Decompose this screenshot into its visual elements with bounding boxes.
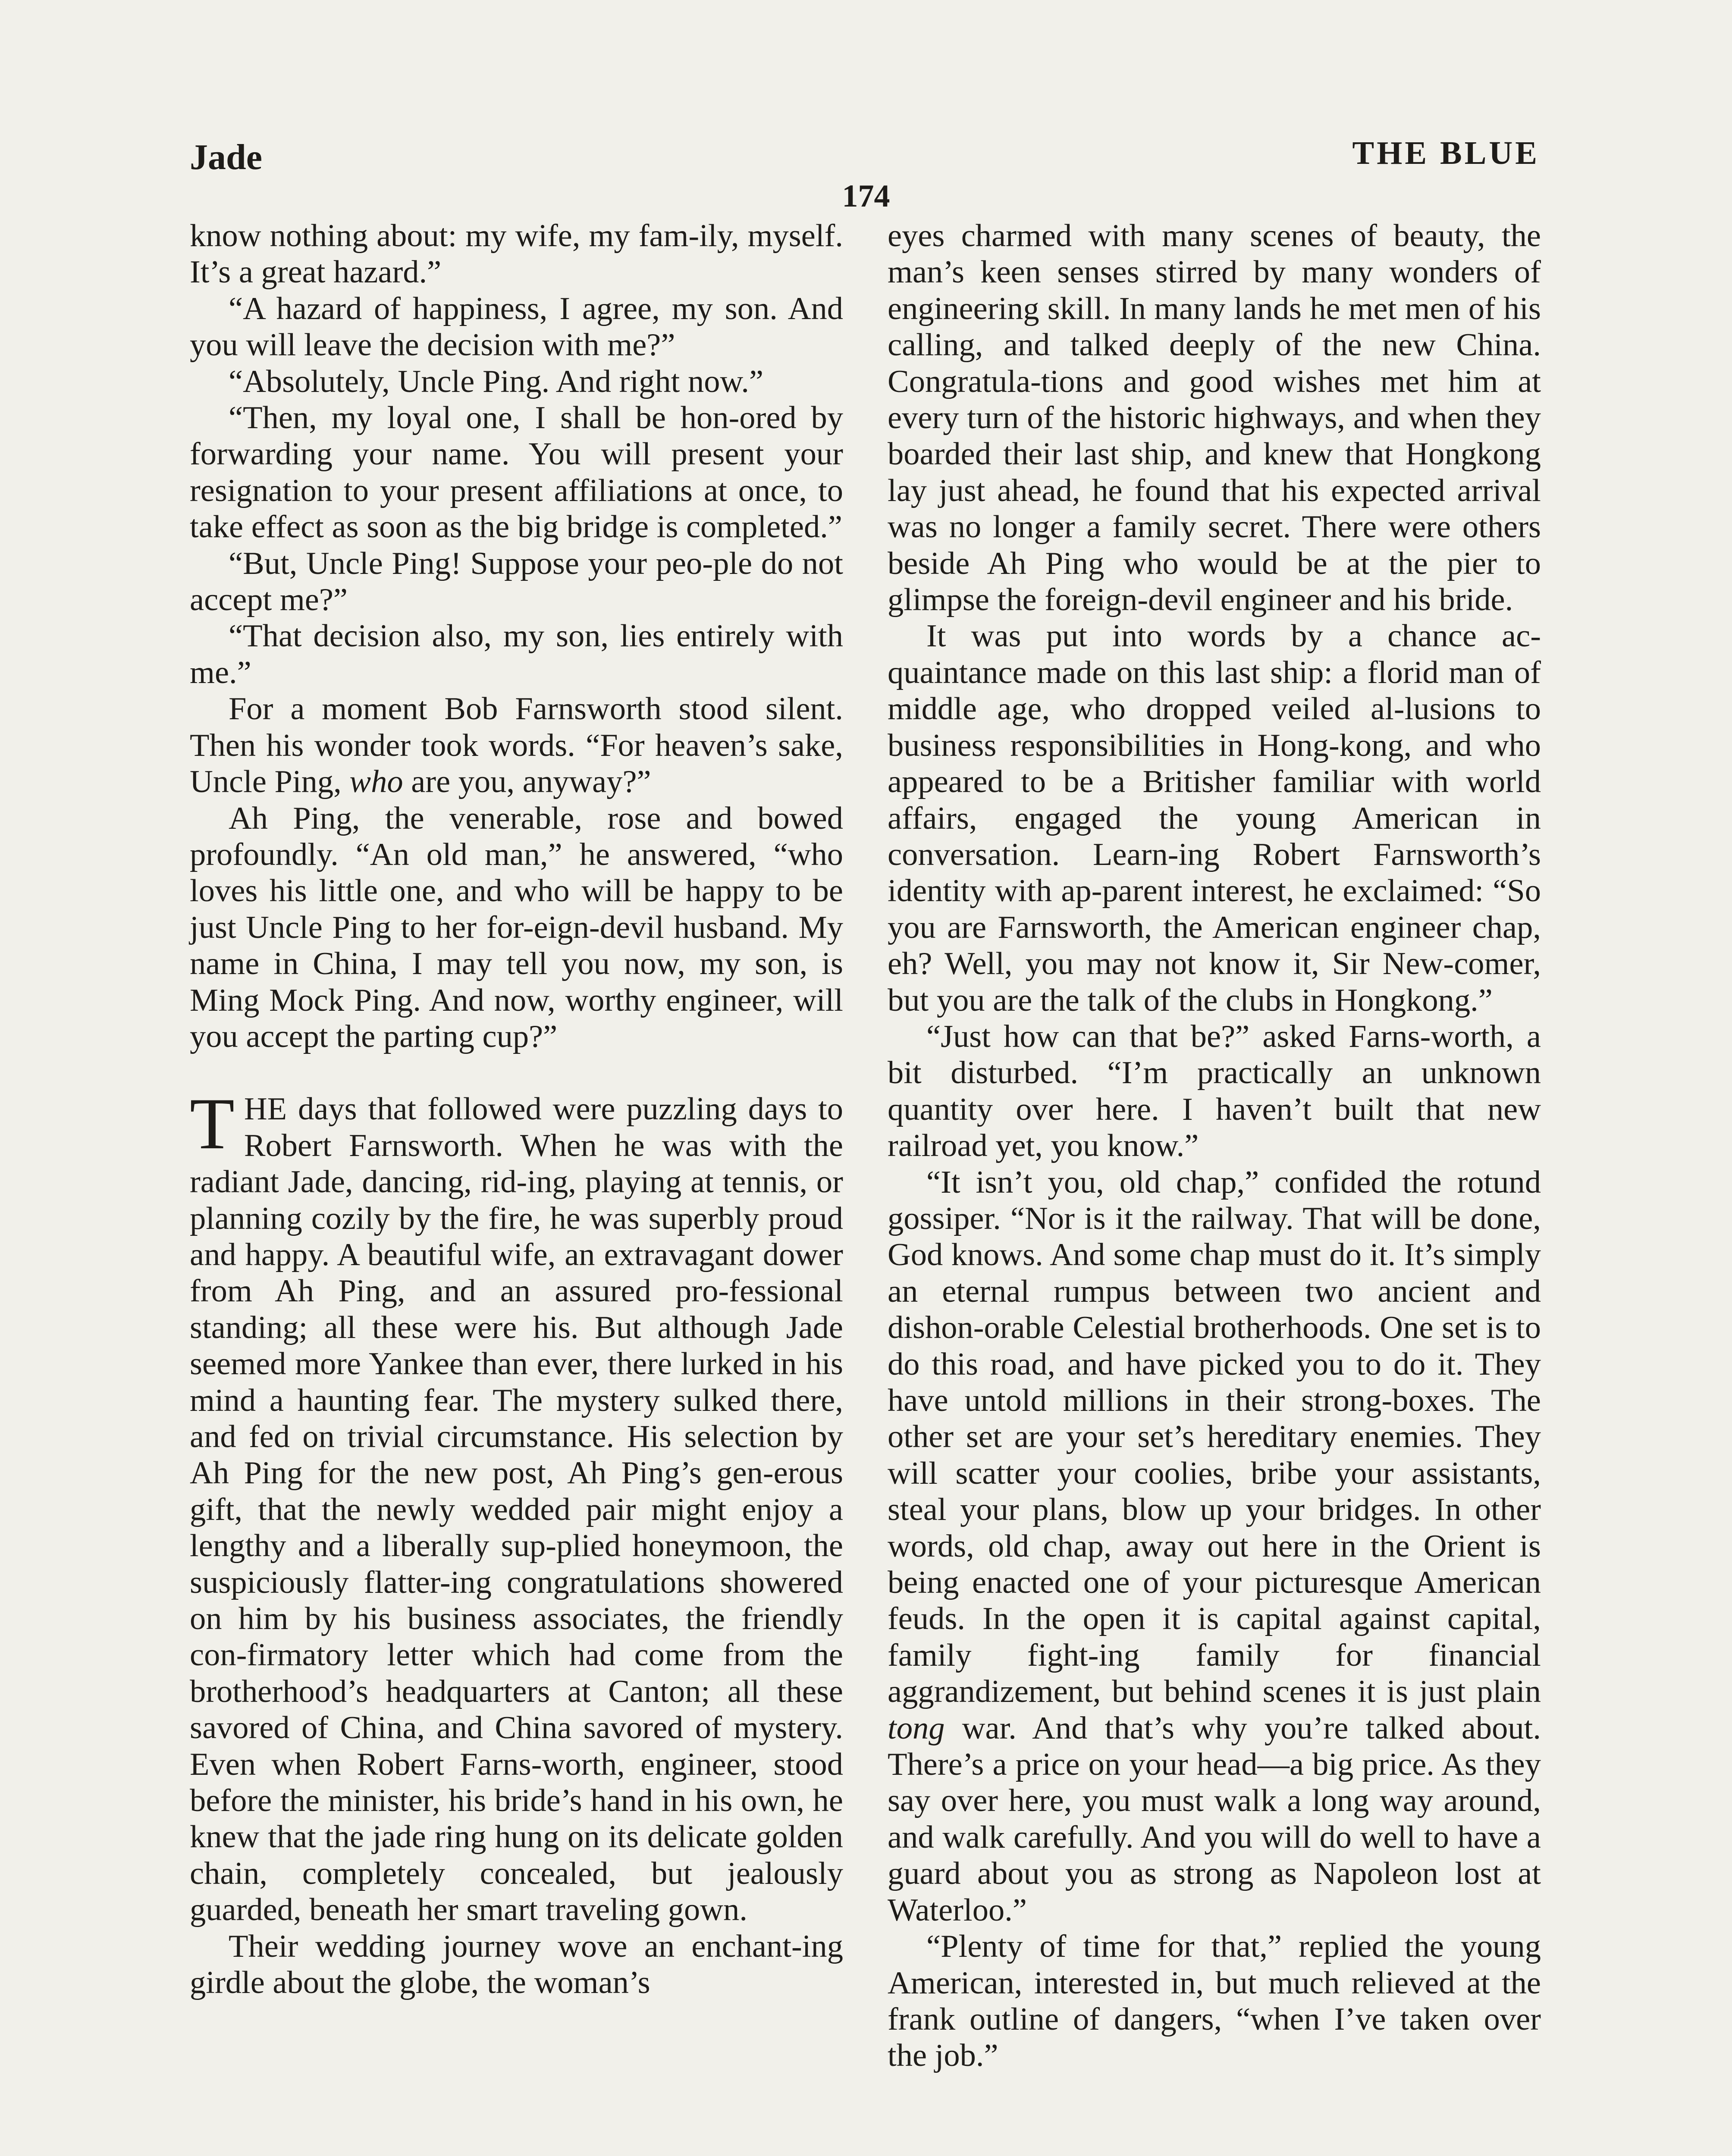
paragraph-text: are you, anyway?” — [411, 764, 651, 800]
paragraph: Their wedding journey wove an enchant-ing girdle about the globe, the woman’s — [190, 1928, 843, 2001]
paragraph: “A hazard of happiness, I agree, my son. And you will leave the decision with me?” — [190, 291, 843, 363]
emphasis-text: who — [349, 764, 403, 800]
paragraph-text: HE days that followed were puzzling days to Robert Farnsworth. When he was with the radiant Jade, dancing, rid-ing, playing at tennis, or planning cozily by the fire, he was superbly proud and happy. A beautiful wife, an extravagant dower from Ah Ping, and an assured pro-fessional standing; all these were his. But although Jade seemed more Yankee than ever, there lurked in his mind a haunting fear. The mystery sulked there, and fed on trivial circumstance. His selection by Ah Ping for the new post, Ah Ping’s gen-erous gift, that the newly wedded pair might enjoy a lengthy and a liberally sup-plied honeymoon, the suspiciously flatter-ing congratulations showered on him by his business associates, the friendly con-firmatory letter which had come from the brotherhood’s headquarters at Canton; all these savored of China, and China savored of mystery. Even when Robert Farns-worth, engineer, stood before the minister, his bride’s hand in his own, he knew that the jade ring hung on its delicate golden chain, completely concealed, but jealously guarded, beneath her smart traveling gown. — [190, 1091, 843, 1928]
right-column — [888, 218, 1541, 2074]
paragraph: Ah Ping, the venerable, rose and bowed profoundly. “An old man,” he answered, “who loves his little one, and who will be happy to be just Uncle Ping to her for-eign-devil husband. My name in China, I may tell you now, my son, is Ming Mock Ping. And now, worthy engineer, will you accept the parting cup?” — [190, 800, 843, 1054]
paragraph — [888, 1164, 1541, 1929]
paragraph: “Absolutely, Uncle Ping. And right now.” — [229, 364, 764, 399]
paragraph: eyes charmed with many scenes of beauty, the man’s keen senses stirred by many wonders of engineering skill. In many lands he met men of his calling, and talked deeply of the new China. Congratula-tions and good wishes met him at every turn of the historic highways, and when they boarded their last ship, and knew that Hongkong lay just ahead, he found that his expected arrival was no longer a family secret. There were others beside Ah Ping who would be at the pier to glimpse the foreign-devil engineer and his bride. — [888, 218, 1541, 618]
paragraph: It was put into words by a chance ac-quaintance made on this last ship: a florid man of middle age, who dropped veiled al-lusions to business responsibilities in Hong-kong, and who appeared to be a Britisher familiar with world affairs, engaged the young American in conversation. Learn-ing Robert Farnsworth’s identity with ap-parent interest, he exclaimed: “So you are Farnsworth, the American engineer chap, eh? Well, you may not know it, Sir New-comer, but you are the talk of the clubs in Hongkong.” — [888, 618, 1541, 1018]
page-number: 174 — [842, 179, 890, 214]
left-column — [190, 218, 843, 2001]
magazine-title: THE BLUE — [1352, 135, 1540, 171]
paragraph: “But, Uncle Ping! Suppose your peo-ple do not accept me?” — [190, 545, 843, 618]
paragraph: “Then, my loyal one, I shall be hon-ored by forwarding your name. You will present your resignation to your present affiliations at once, to take effect as soon as the big bridge is completed.” — [190, 400, 843, 545]
story-title: Jade — [190, 137, 262, 177]
paragraph: “That decision also, my son, lies entirely with me.” — [190, 618, 843, 690]
paragraph-text: For a moment Bob Farnsworth stood silent. Then his wonder took words. “For heaven’s sake, Uncle Ping, — [190, 691, 843, 800]
section-opening-paragraph — [190, 1083, 843, 1928]
drop-cap: T — [190, 1083, 235, 1165]
paragraph: “Plenty of time for that,” replied the young American, interested in, but much relieved at the frank outline of dangers, “when I’ve taken over the job.” — [888, 1929, 1541, 2074]
paragraph-text: war. And that’s why you’re talked about. There’s a price on your head—a big price. As they say over here, you must walk a long way around, and walk carefully. And you will do well to have a guard about you as strong as Napoleon lost at Waterloo.” — [888, 1710, 1541, 1928]
paragraph-text: “It isn’t you, old chap,” confided the rotund gossiper. “Nor is it the railway. That will be done, God knows. And some chap must do it. It’s simply an eternal rumpus between two ancient and dishon-orable Celestial brotherhoods. One set is to do this road, and have picked you to do it. They have untold millions in their strong-boxes. The other set are your set’s hereditary enemies. They will scatter your coolies, bribe your assistants, steal your plans, blow up your bridges. In other words, old chap, away out here in the Orient is being enacted one of your picturesque American feuds. In the open it is capital against capital, family fight-ing family for financial aggrandizement, but behind scenes it is just plain — [888, 1164, 1541, 1710]
paragraph — [190, 691, 843, 800]
paragraph: “Just how can that be?” asked Farns-worth, a bit disturbed. “I’m practically an unknown quantity over here. I haven’t built that new railroad yet, you know.” — [888, 1018, 1541, 1164]
paragraph: know nothing about: my wife, my fam-ily, myself. It’s a great hazard.” — [190, 218, 843, 290]
emphasis-text: tong — [888, 1710, 945, 1746]
